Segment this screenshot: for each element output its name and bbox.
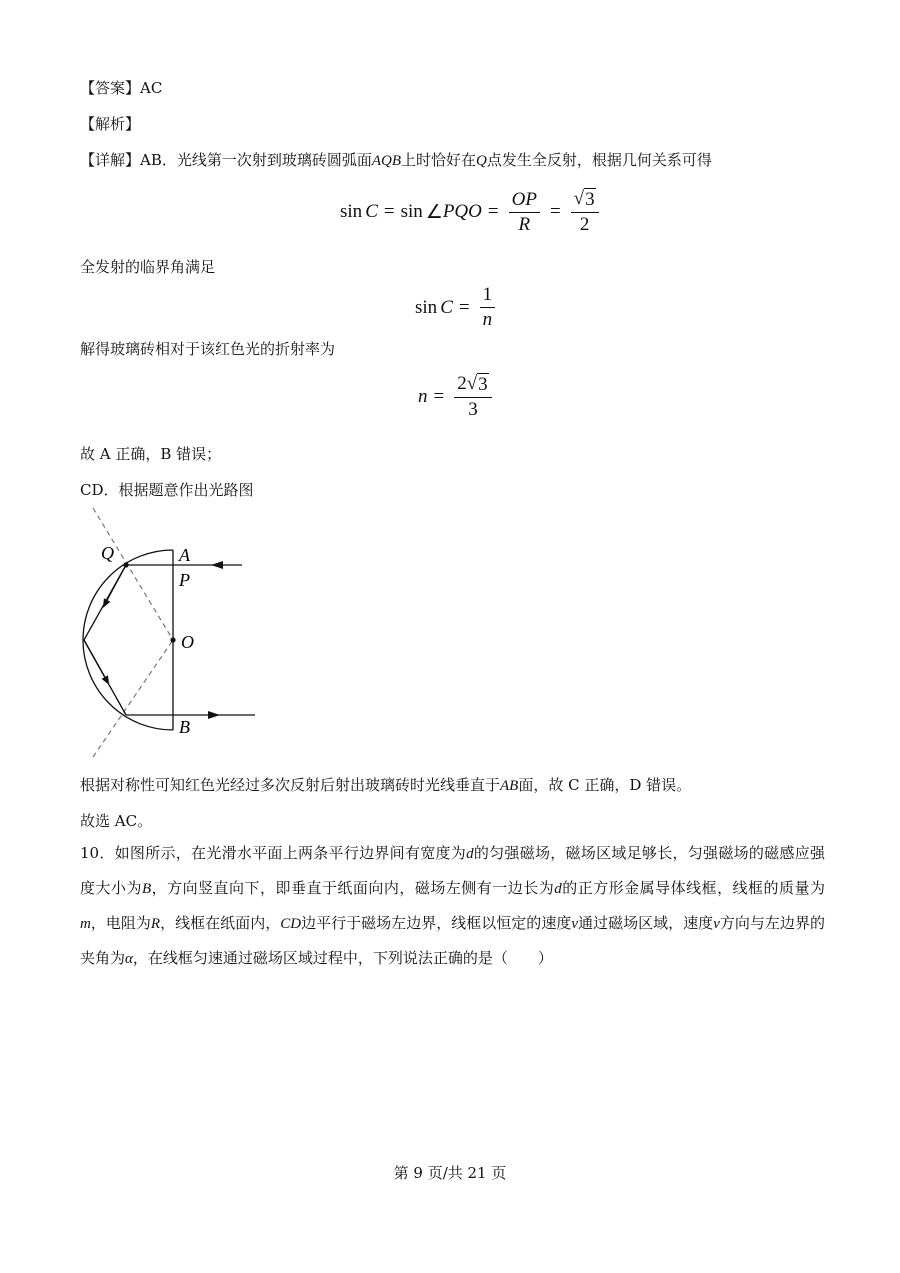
sin-fn: sin (415, 296, 438, 318)
denominator-r: R (518, 213, 531, 235)
label-q: Q (101, 543, 114, 563)
sin-fn: sin (340, 201, 363, 222)
fraction-sqrt3-2 (571, 188, 599, 236)
symmetry-prefix: 根据对称性可知红色光经过多次反射后射出玻璃砖时光线垂直于 (80, 776, 501, 794)
var-b: B (141, 881, 152, 897)
denominator-2: 2 (579, 214, 590, 235)
symmetry-line (80, 774, 691, 795)
choose-line: 故选 AC。 (80, 812, 153, 830)
radicand: 3 (585, 189, 595, 210)
label-p: P (179, 570, 190, 590)
equation-refractive-index (418, 373, 496, 421)
q10-text: 方向与左边界的夹角为 (80, 914, 825, 967)
refraction-text: 解得玻璃砖相对于该红色光的折射率为 (80, 340, 336, 358)
symmetry-suffix: 面，故 C 正确，D 错误。 (518, 776, 692, 794)
analysis-label: 【解析】 (80, 115, 141, 133)
equals-sign: = (383, 201, 395, 222)
q10-text: 边平行于磁场左边界，线框以恒定的速度 (301, 914, 572, 932)
sin-fn: sin (400, 201, 423, 222)
var-v: v (713, 916, 720, 932)
semicircle-arc (83, 550, 173, 730)
numerator-2sqrt3 (454, 373, 491, 398)
fraction-op-r (509, 189, 540, 236)
q10-text: ，电阻为 (90, 914, 151, 932)
normal-line-upper (93, 508, 173, 640)
detail-suffix: 点发生全反射，根据几何关系可得 (486, 151, 712, 169)
q10-text: ，在线框匀速通过磁场区域过程中，下列说法正确的是（ ） (132, 949, 553, 967)
coefficient-2: 2 (457, 373, 467, 394)
point-q-dot (123, 562, 128, 567)
numerator-sqrt3 (571, 188, 599, 213)
var-d: d (554, 881, 562, 897)
arc-label: AQB (371, 153, 402, 169)
ab-label: AB (500, 778, 519, 794)
var-m: m (80, 916, 91, 932)
equals-sign: = (433, 386, 445, 407)
q10-text: 通过磁场区域，速度 (578, 914, 714, 932)
cd-intro: CD．根据题意作出光路图 (80, 481, 254, 499)
angle-pqo: PQO (442, 201, 482, 222)
sqrt-symbol: √ (466, 373, 478, 394)
question-10 (80, 836, 825, 976)
q10-text: 的匀强磁场，磁场区域足够长，匀强磁场的磁感应强度大小为 (80, 844, 825, 897)
equation-sin-c (340, 188, 603, 236)
page-footer: 第 9 页/共 21 页 (393, 1164, 507, 1182)
sqrt-symbol: √ (573, 188, 585, 209)
var-r: R (150, 916, 161, 932)
denominator-n: n (482, 309, 493, 330)
detail-prefix: 【详解】AB．光线第一次射到玻璃砖圆弧面 (80, 151, 372, 169)
numerator-1: 1 (480, 284, 496, 308)
exit-arrow (208, 711, 220, 719)
answer-line: 【答案】AC (80, 79, 163, 97)
denominator-3: 3 (468, 399, 478, 420)
reflected-ray-2-arrow (84, 640, 107, 681)
q10-text: ，方向竖直向下，即垂直于纸面向内，磁场左侧有一边长为 (151, 879, 555, 897)
q10-text: 10．如图所示，在光滑水平面上两条平行边界间有宽度为 (80, 844, 467, 862)
light-path-diagram (80, 505, 280, 765)
q10-text: 的正方形金属导体线框，线框的质量为 (561, 879, 825, 897)
label-o: O (181, 632, 194, 652)
var-d: d (466, 846, 474, 862)
n-var: n (418, 386, 428, 407)
var-cd: CD (280, 916, 302, 932)
label-a: A (179, 545, 190, 565)
var-v: v (571, 916, 579, 932)
sqrt-expression (574, 188, 596, 211)
c-var: C (440, 296, 453, 318)
c-var: C (365, 201, 378, 222)
label-b: B (179, 717, 190, 737)
critical-text: 全发射的临界角满足 (80, 258, 216, 276)
sqrt-expression (467, 373, 489, 396)
detail-line (80, 149, 712, 170)
equals-sign: = (549, 201, 561, 222)
detail-mid: 上时恰好在 (401, 151, 477, 169)
equals-sign: = (458, 296, 470, 318)
equals-sign: = (487, 201, 499, 222)
point-o-dot (170, 637, 175, 642)
radicand: 3 (478, 374, 488, 395)
conclusion-ab: 故 A 正确，B 错误； (80, 445, 222, 463)
fraction-2sqrt3-3 (454, 373, 491, 421)
var-alpha: α (125, 951, 133, 967)
numerator-op: OP (509, 189, 540, 213)
q10-text: ，线框在纸面内， (160, 914, 281, 932)
fraction-1-n (480, 284, 496, 331)
point-label: Q (476, 153, 487, 169)
equation-critical-angle (415, 284, 499, 331)
incident-arrow (211, 561, 223, 569)
angle-symbol: ∠ (425, 201, 443, 223)
